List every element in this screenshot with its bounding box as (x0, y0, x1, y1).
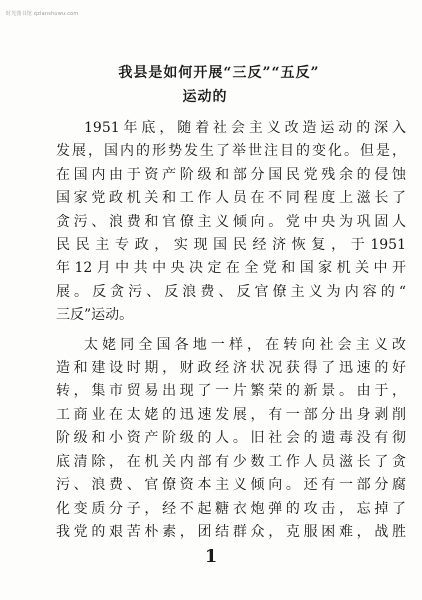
text-line: 贪污、浪费和官僚主义倾向。党中央为巩固人 (56, 213, 406, 230)
text-line: 太姥同全国各地一样，在转向社会主义改 (84, 336, 406, 353)
text-line: 阶级和小资产阶级的人。旧社会的遗毒没有彻 (56, 430, 406, 447)
text-line: 发展，国内的形势发生了举世注目的变化。但是， (56, 143, 406, 160)
text-line: 1951年底，随着社会主义改造运动的深入 (84, 120, 406, 136)
text-line: 底清除，在机关内部有少数工作人员滋长了贪 (56, 453, 406, 470)
document-body (56, 117, 406, 544)
text-line: 造和建设时期，财政经济状况获得了迅速的好 (56, 360, 406, 377)
page-number: 1 (204, 546, 218, 567)
text-line: 三反”运动。 (56, 307, 134, 324)
text-line: 工商业在太姥的迅速发展，有一部分出身剥削 (56, 406, 406, 423)
text-line: 我党的艰苦朴素，团结群众，克服困难，战胜 (56, 523, 406, 540)
text-line: 化变质分子，经不起糖衣炮弹的攻击，忘掉了 (56, 500, 406, 517)
site-watermark: 时光图书馆 qzlanshuwu.com (6, 11, 79, 17)
text-line: 国家党政机关和工作人员在不同程度上滋长了 (56, 190, 406, 207)
text-line: 转，集市贸易出现了一片繁荣的新景。由于， (56, 383, 406, 400)
text-line: 民民主专政，实现国民经济恢复，于1951 (56, 237, 406, 254)
text-line: 年12月中共中央决定在全党和国家机关中开 (56, 260, 406, 277)
text-line: 污、浪费、官僚资本主义倾向。还有一部分腐 (56, 477, 406, 494)
paragraph-2 (56, 334, 406, 545)
paragraph-1 (56, 117, 406, 328)
document-title: 我县是如何开展“三反”“五反” (118, 65, 320, 81)
text-line: 在国内由于资产阶级和部分国民党残余的侵蚀 (56, 166, 406, 183)
text-line: 展。反贪污、反浪费、反官僚主义为内容的“ (56, 283, 406, 300)
document-title-continued: 运动的 (182, 89, 228, 105)
